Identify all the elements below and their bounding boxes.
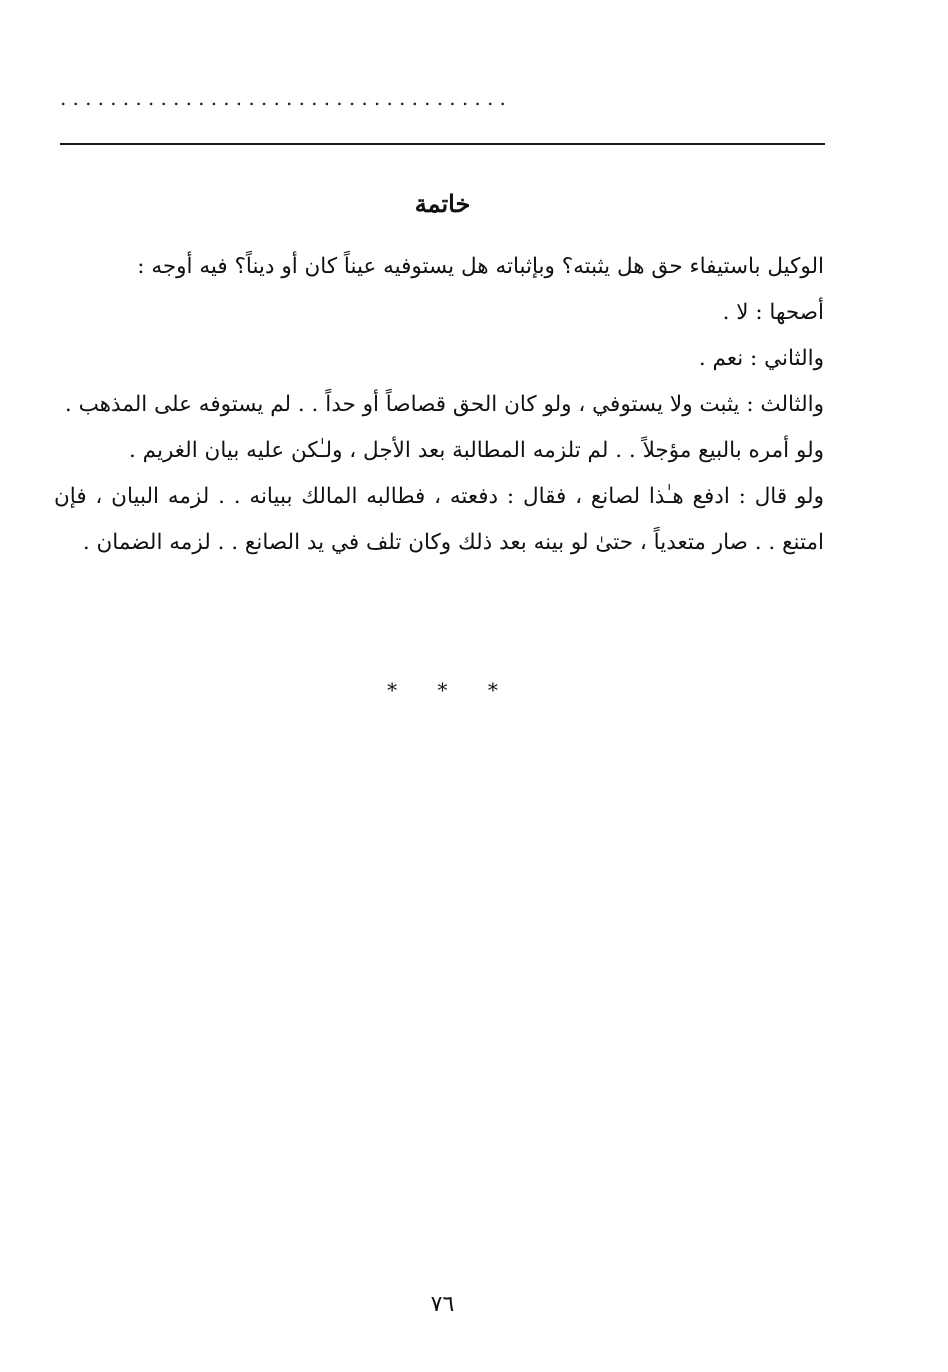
section-title: خاتمة (414, 189, 471, 218)
paragraph: الوكيل باستيفاء حق هل يثبته؟ وبإثباته هل يستوفيه عيناً كان أو ديناً؟ فيه أوجه : (137, 254, 824, 279)
paragraph: أصحها : لا . (722, 300, 824, 325)
header-dotted-line: .................................... (60, 86, 513, 110)
page-number: ٧٦ (430, 1292, 455, 1317)
paragraph: ولو أمره بالبيع مؤجلاً . . لم تلزمه المطالبة بعد الأجل ، ولـٰكن عليه بيان الغريم . (128, 438, 824, 463)
asterisk-icon: * (437, 678, 448, 702)
section-separator (60, 672, 825, 708)
body-text (54, 244, 824, 566)
header-rule (60, 143, 825, 145)
paragraph: ولو قال : ادفع هـٰذا لصانع ، فقال : دفعته ، فطالبه المالك ببيانه . . لزمه البيان ، فإن امتنع . . صار متعدياً ، حتىٰ لو بينه بعد ذلك وكان تلف في يد الصانع . . لزمه الضمان . (54, 484, 824, 555)
asterisk-icon: * (387, 678, 398, 702)
paragraph: والثالث : يثبت ولا يستوفي ، ولو كان الحق قصاصاً أو حداً . . لم يستوفه على المذهب . (64, 392, 824, 417)
asterisk-icon: * (487, 678, 498, 702)
paragraph: والثاني : نعم . (698, 346, 824, 371)
